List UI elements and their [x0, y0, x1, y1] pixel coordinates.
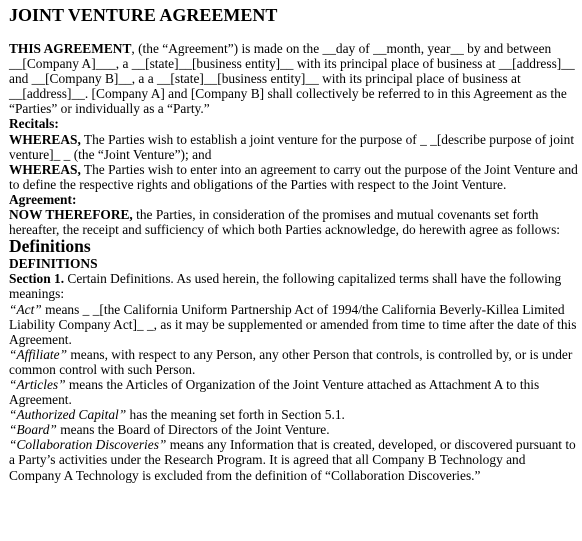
recital-1-lead: WHEREAS,	[9, 131, 81, 147]
intro-body: , (the “Agreement”) is made on the __day of __month, year__ by and between __[Company A]___, a __[state]__[business entity]__ with its principal place of business at __[address]__ and __[Company B]__, a a __[state]__[business entity]__ with its principal place of business at __[address]__. [Company A] and [Company B] shall collectively be referred to in this Agreement as the “Parties” or individually as a “Party.”	[9, 41, 575, 117]
agreement-heading: Agreement:	[9, 191, 77, 207]
document-title: JOINT VENTURE AGREEMENT	[9, 5, 278, 25]
agreement-lead: NOW THEREFORE,	[9, 207, 133, 223]
term-act: “Act”	[9, 301, 42, 317]
section-1-paragraph	[9, 271, 578, 301]
definition-act-body: means _ _[the California Uniform Partnership Act of 1994/the California Beverly-Killea Limited Liability Company Act]_ _, as it may be supplemented or amended from time to time after the date of this Agreement.	[9, 301, 577, 347]
definition-authorized-capital-body: has the meaning set forth in Section 5.1.	[126, 407, 345, 423]
intro-lead: THIS AGREEMENT	[9, 41, 132, 56]
definition-collaboration-discoveries-body: means any Information that is created, developed, or discovered pursuant to a Party’s activities under the Research Program. It is agreed that all Company B Technology and Company A Technology is excluded from the definition of “Collaboration Discoveries.”	[9, 437, 576, 483]
recital-2-body: The Parties wish to enter into an agreement to carry out the purpose of the Joint Venture and to define the respective rights and obligations of the Parties with respect to the Joint Venture.	[9, 161, 578, 192]
definition-board	[9, 422, 578, 437]
term-board: “Board”	[9, 422, 57, 438]
term-articles: “Articles”	[9, 376, 66, 392]
definition-affiliate-body: means, with respect to any Person, any other Person that controls, is controlled by, or is under common control with such Person.	[9, 346, 573, 377]
definition-affiliate	[9, 347, 578, 377]
definition-articles	[9, 377, 578, 407]
definition-authorized-capital	[9, 407, 578, 422]
recitals-heading: Recitals:	[9, 116, 59, 132]
term-affiliate: “Affiliate”	[9, 346, 68, 362]
section-1-body: Certain Definitions. As used herein, the following capitalized terms shall have the following meanings:	[9, 271, 562, 302]
definitions-heading: Definitions	[9, 236, 91, 257]
agreement-body: the Parties, in consideration of the promises and mutual covenants set forth hereafter, the receipt and sufficiency of which both Parties acknowledge, do herewith agree as follows:	[9, 207, 560, 238]
recital-2-lead: WHEREAS,	[9, 161, 81, 177]
term-collaboration-discoveries: “Collaboration Discoveries”	[9, 437, 167, 453]
agreement-paragraph	[9, 207, 578, 237]
recital-1-body: The Parties wish to establish a joint venture for the purpose of _ _[describe purpose of joint venture]_ _ (the “Joint Venture”); and	[9, 131, 575, 162]
definition-collaboration-discoveries	[9, 437, 578, 482]
definition-board-body: means the Board of Directors of the Joint Venture.	[56, 422, 330, 438]
definition-articles-body: means the Articles of Organization of the Joint Venture attached as Attachment A to this Agreement.	[9, 376, 540, 408]
definition-act	[9, 302, 578, 347]
term-authorized-capital: “Authorized Capital”	[9, 407, 127, 423]
recital-1	[9, 132, 578, 162]
recital-2	[9, 162, 578, 192]
definitions-subheading: DEFINITIONS	[9, 256, 98, 272]
intro-paragraph	[9, 41, 578, 116]
section-1-lead: Section 1.	[9, 271, 65, 287]
